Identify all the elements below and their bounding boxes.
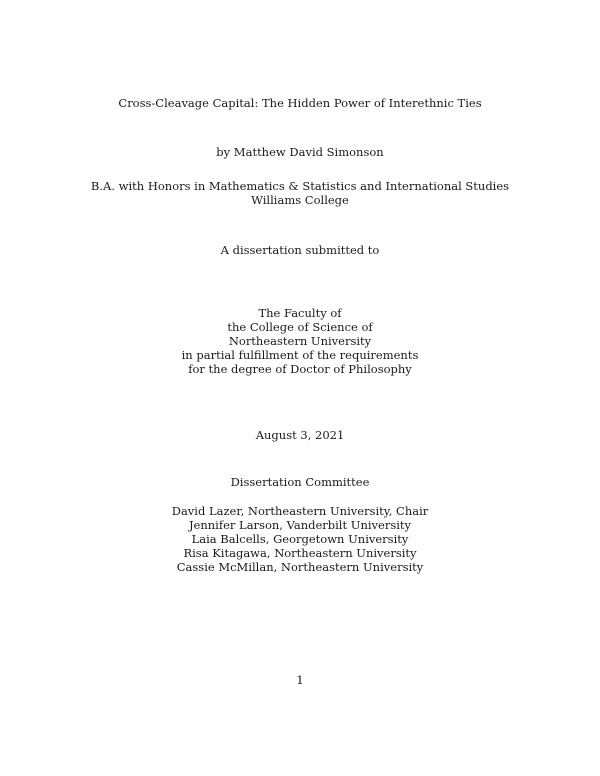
committee-heading: Dissertation Committee [230, 475, 370, 489]
submission-line: A dissertation submitted to [220, 243, 380, 257]
submission-date: August 3, 2021 [255, 428, 345, 442]
committee-member: Jennifer Larson, Vanderbilt University [188, 518, 412, 532]
author-line: by Matthew David Simonson [216, 145, 384, 159]
recipient-line-1: The Faculty of [258, 306, 342, 320]
committee-member: David Lazer, Northeastern University, Chair [171, 504, 429, 518]
dissertation-title: Cross-Cleavage Capital: The Hidden Power of Interethnic Ties [118, 96, 482, 110]
committee-member: Cassie McMillan, Northeastern University [176, 560, 424, 574]
committee-member: Laia Balcells, Georgetown University [191, 532, 409, 546]
committee-member: Risa Kitagawa, Northeastern University [183, 546, 417, 560]
recipient-line-3: Northeastern University [228, 334, 372, 348]
page-number: 1 [296, 673, 304, 687]
recipient-line-5: for the degree of Doctor of Philosophy [188, 362, 412, 376]
recipient-line-2: the College of Science of [227, 320, 373, 334]
recipient-line-4: in partial fulfillment of the requirements [181, 348, 419, 362]
prior-institution: Williams College [251, 193, 349, 207]
prior-degree: B.A. with Honors in Mathematics & Statistics and International Studies [90, 179, 510, 193]
